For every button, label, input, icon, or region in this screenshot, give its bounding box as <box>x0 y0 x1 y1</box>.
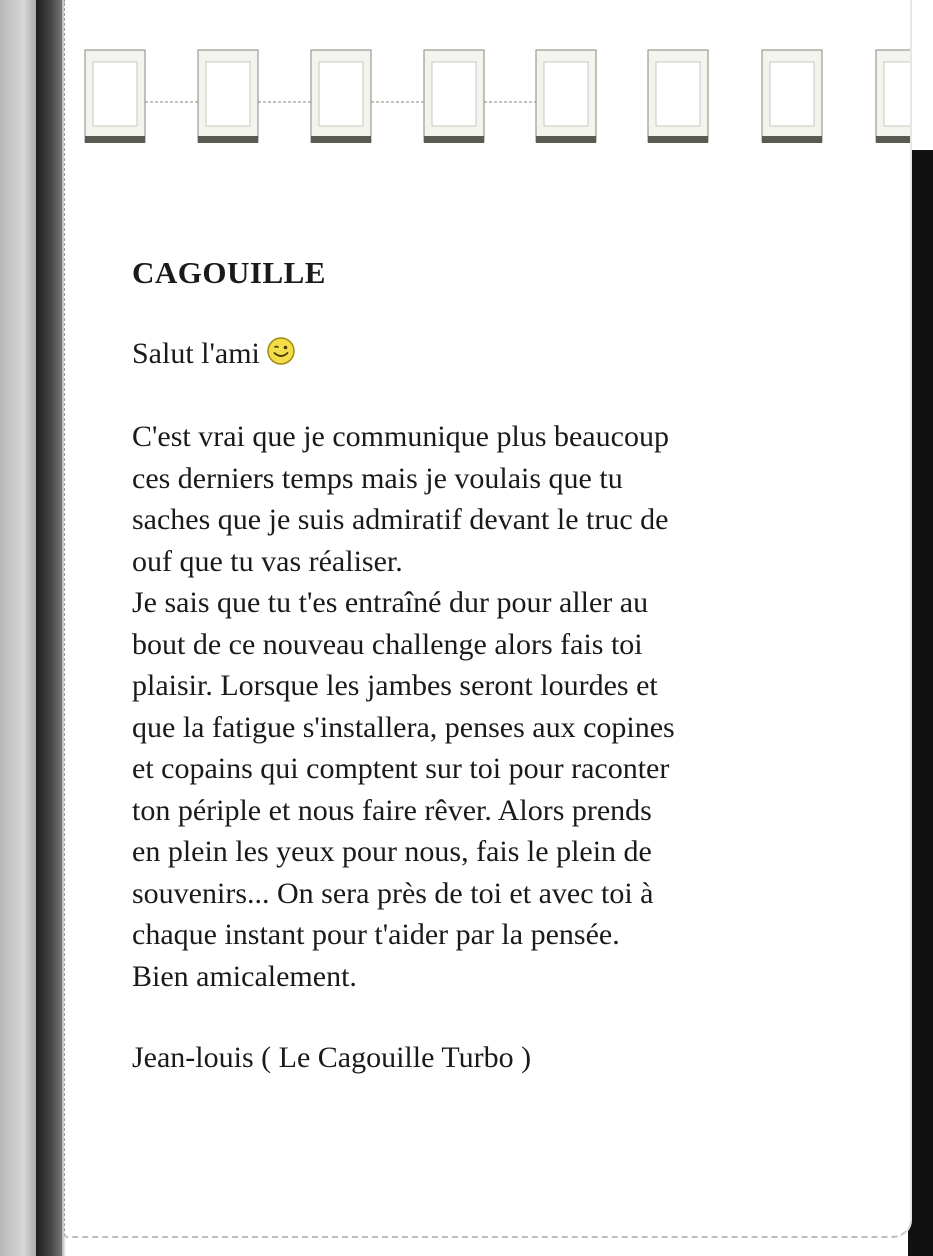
letter-signature: Jean-louis ( Le Cagouille Turbo ) <box>132 1041 532 1074</box>
scanner-background <box>0 0 40 1256</box>
binding-ring <box>85 50 198 143</box>
binding-ring <box>648 50 708 143</box>
letter-greeting: Salut l'ami <box>132 337 260 370</box>
binding-ring <box>762 50 822 143</box>
binding-ring <box>424 50 536 143</box>
letter-title: CAGOUILLE <box>132 255 326 290</box>
binding-ring <box>876 50 910 143</box>
letter-greeting-line <box>132 334 832 374</box>
letter-body: C'est vrai que je communique plus beaucoup ces derniers temps mais je voulais que tu saches que je suis admiratif devant le truc de ouf que tu vas réaliser. Je sais que tu t'es entraîné dur pour aller au bout de ce nouveau challenge alors fais toi plaisir. Lorsque les jambes seront lourdes et que la fatigue s'installera, penses aux copines et copains qui comptent sur toi pour raconter ton périple et nous faire rêver. Alors prends en plein les yeux pour nous, fais le plein de souvenirs... On sera près de toi et avec toi à chaque instant pour t'aider par la pensée. Bien amicalement. <box>132 420 675 993</box>
scanner-margin-right <box>908 150 933 1256</box>
binding-ring <box>311 50 424 143</box>
notebook-spine-edge <box>36 0 62 1256</box>
binding-rings-graphic <box>70 40 910 160</box>
letter-content <box>132 250 832 1078</box>
spiral-binding <box>70 40 910 160</box>
scanner-margin-top-right <box>908 0 933 150</box>
wink-smiley-icon <box>266 336 296 366</box>
binding-ring <box>536 50 596 143</box>
binding-ring <box>198 50 311 143</box>
